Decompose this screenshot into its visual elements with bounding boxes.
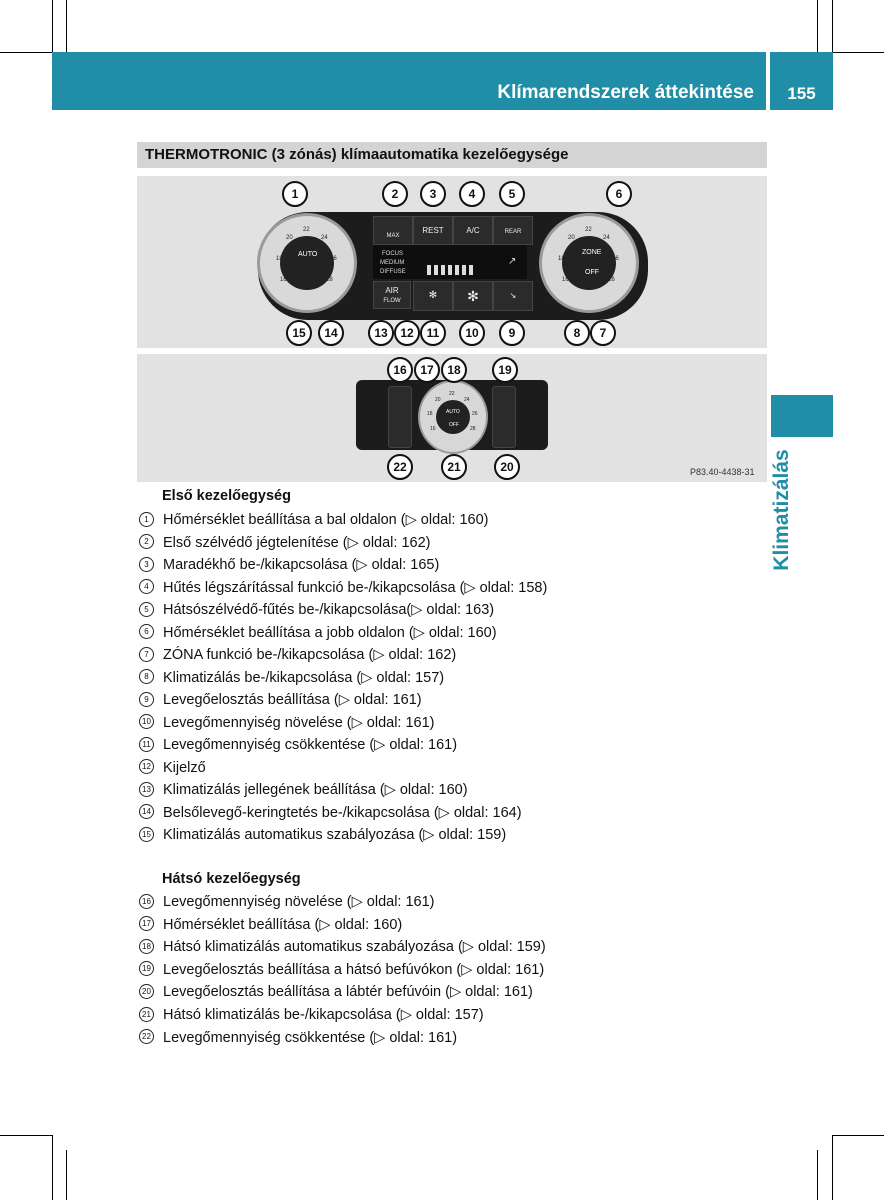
list-item: [139, 939, 546, 955]
rest-button: REST: [413, 216, 453, 245]
air-distribution-icon: ↘: [509, 291, 517, 300]
list-item: [139, 535, 430, 551]
item-number: 10: [139, 714, 154, 729]
callout-19: 19: [492, 357, 518, 383]
callout-10: 10: [459, 320, 485, 346]
item-number: 2: [139, 534, 154, 549]
list-item: [139, 1007, 484, 1023]
page-number-box: [770, 52, 833, 110]
side-tab-marker: [771, 395, 833, 437]
list-item: [139, 670, 444, 686]
list-item: [139, 827, 506, 843]
right-temp-knob: 22 20 24 18 26 16 28 ZONE OFF: [539, 213, 639, 313]
defrost-max-button: MAX: [373, 216, 413, 245]
list-item: [139, 580, 547, 596]
callout-16: 16: [387, 357, 413, 383]
list-item: [139, 1030, 457, 1046]
callout-18: 18: [441, 357, 467, 383]
item-number: 21: [139, 1007, 154, 1022]
callout-13: 13: [368, 320, 394, 346]
crop-mark: [817, 0, 818, 52]
callout-9: 9: [499, 320, 525, 346]
air-distribution-button: [493, 281, 533, 311]
callout-17: 17: [414, 357, 440, 383]
item-text: Hátsó klimatizálás be-/kikapcsolása (▷ oldal: 157): [163, 1007, 484, 1023]
callout-3: 3: [420, 181, 446, 207]
item-text: Első szélvédő jégtelenítése (▷ oldal: 162): [163, 534, 431, 551]
ac-button: A/C: [453, 216, 493, 245]
crop-mark: [833, 1135, 884, 1136]
list-item: [139, 512, 489, 528]
fan-small-icon: ✻: [428, 290, 438, 301]
item-text: Klimatizálás be-/kikapcsolása (▷ oldal: 157): [163, 669, 445, 686]
item-number: 16: [139, 894, 154, 909]
item-number: 13: [139, 782, 154, 797]
side-tab-label: Klimatizálás: [770, 449, 793, 571]
item-text: Maradékhő be-/kikapcsolása (▷ oldal: 165): [163, 557, 440, 573]
item-text: Belsőlevegő-keringtetés be-/kikapcsolása (▷ oldal: 164): [163, 804, 522, 821]
callout-7: 7: [590, 320, 616, 346]
item-text: Levegőelosztás beállítása (▷ oldal: 161): [163, 692, 422, 708]
callout-22: 22: [387, 454, 413, 480]
fan-up-button: [453, 281, 493, 311]
item-number: 18: [139, 939, 154, 954]
item-text: Klimatizálás automatikus szabályozása (▷ oldal: 159): [163, 827, 507, 843]
header-bar: [52, 52, 766, 110]
item-text: Levegőmennyiség növelése (▷ oldal: 161): [163, 714, 435, 731]
crop-mark: [52, 0, 53, 52]
list-item: [139, 737, 457, 753]
item-number: 4: [139, 579, 154, 594]
airflow-icon: ↗: [508, 256, 517, 267]
item-text: Levegőelosztás beállítása a hátsó befúvókon (▷ oldal: 161): [163, 961, 545, 978]
item-text: ZÓNA funkció be-/kikapcsolása (▷ oldal: 162): [163, 647, 457, 663]
item-number: 17: [139, 916, 154, 931]
callout-5: 5: [499, 181, 525, 207]
crop-mark: [66, 1150, 67, 1200]
front-heading: Első kezelőegység: [162, 488, 291, 504]
item-number: 15: [139, 827, 154, 842]
item-number: 12: [139, 759, 154, 774]
item-number: 19: [139, 961, 154, 976]
list-item: [139, 557, 439, 573]
item-number: 1: [139, 512, 154, 527]
callout-1: 1: [282, 181, 308, 207]
list-item: [139, 715, 435, 731]
item-text: Hőmérséklet beállítása (▷ oldal: 160): [163, 916, 403, 933]
list-item: [139, 782, 468, 798]
item-text: Kijelző: [163, 759, 206, 776]
callout-6: 6: [606, 181, 632, 207]
item-text: Levegőmennyiség csökkentése (▷ oldal: 161): [163, 737, 458, 753]
rear-heading: Hátsó kezelőegység: [162, 871, 301, 887]
crop-mark: [817, 1150, 818, 1200]
callout-8: 8: [564, 320, 590, 346]
list-item: [139, 962, 544, 978]
item-number: 9: [139, 692, 154, 707]
fan-level-bars: [427, 262, 476, 280]
item-number: 3: [139, 557, 154, 572]
list-item: [139, 894, 435, 910]
section-heading: THERMOTRONIC (3 zónás) klímaautomatika kezelőegysége: [137, 142, 767, 168]
list-item: [139, 647, 456, 663]
callout-15: 15: [286, 320, 312, 346]
air-flow-button: AIR FLOW: [373, 281, 411, 309]
climate-display: FOCUS MEDIUM DIFFUSE ↗: [373, 245, 527, 279]
crop-mark: [0, 1135, 52, 1136]
list-item: [139, 625, 497, 641]
item-number: 8: [139, 669, 154, 684]
callout-11: 11: [420, 320, 446, 346]
rear-distribution-button: [492, 386, 516, 448]
list-item: [139, 692, 422, 708]
item-number: 20: [139, 984, 154, 999]
crop-mark: [833, 52, 884, 53]
crop-mark: [52, 1135, 53, 1200]
item-number: 6: [139, 624, 154, 639]
list-item: [139, 917, 402, 933]
left-temp-knob: 22 20 24 18 26 16 28 AUTO: [257, 213, 357, 313]
page-number: 155: [787, 84, 816, 103]
fan-large-icon: ✻: [467, 288, 479, 304]
list-item: [139, 805, 522, 821]
item-text: Levegőmennyiség növelése (▷ oldal: 161): [163, 894, 435, 910]
item-text: Hátsó klimatizálás automatikus szabályozása (▷ oldal: 159): [163, 939, 546, 956]
item-text: Levegőelosztás beállítása a lábtér befúvóin (▷ oldal: 161): [163, 984, 533, 1001]
rear-temp-knob: 22 20 24 18 26 16 28 AUTO OFF: [418, 380, 488, 454]
item-text: Hátsószélvédő-fűtés be-/kikapcsolása(▷ oldal: 163): [163, 602, 495, 618]
rear-defrost-button: REAR: [493, 216, 533, 245]
fan-down-button: [413, 281, 453, 311]
item-number: 5: [139, 602, 154, 617]
item-number: 14: [139, 804, 154, 819]
callout-2: 2: [382, 181, 408, 207]
callout-21: 21: [441, 454, 467, 480]
list-item: [139, 602, 494, 618]
rear-fan-button: [388, 386, 412, 448]
item-number: 11: [139, 737, 154, 752]
callout-20: 20: [494, 454, 520, 480]
item-text: Klimatizálás jellegének beállítása (▷ oldal: 160): [163, 782, 468, 798]
list-item: [139, 984, 533, 1000]
crop-mark: [832, 1135, 833, 1200]
crop-mark: [0, 52, 52, 53]
callout-14: 14: [318, 320, 344, 346]
crop-mark: [832, 0, 833, 52]
item-text: Hőmérséklet beállítása a jobb oldalon (▷ oldal: 160): [163, 624, 497, 641]
crop-mark: [66, 0, 67, 52]
item-number: 22: [139, 1029, 154, 1044]
item-text: Hűtés légszárítással funkció be-/kikapcsolása (▷ oldal: 158): [163, 579, 548, 596]
item-text: Levegőmennyiség csökkentése (▷ oldal: 161): [163, 1029, 458, 1046]
item-text: Hőmérséklet beállítása a bal oldalon (▷ oldal: 160): [163, 512, 489, 528]
figure-code: P83.40-4438-31: [690, 467, 755, 477]
list-item: [139, 760, 206, 776]
header-title: Klímarendszerek áttekintése: [497, 82, 754, 103]
item-number: 7: [139, 647, 154, 662]
callout-12: 12: [394, 320, 420, 346]
callout-4: 4: [459, 181, 485, 207]
